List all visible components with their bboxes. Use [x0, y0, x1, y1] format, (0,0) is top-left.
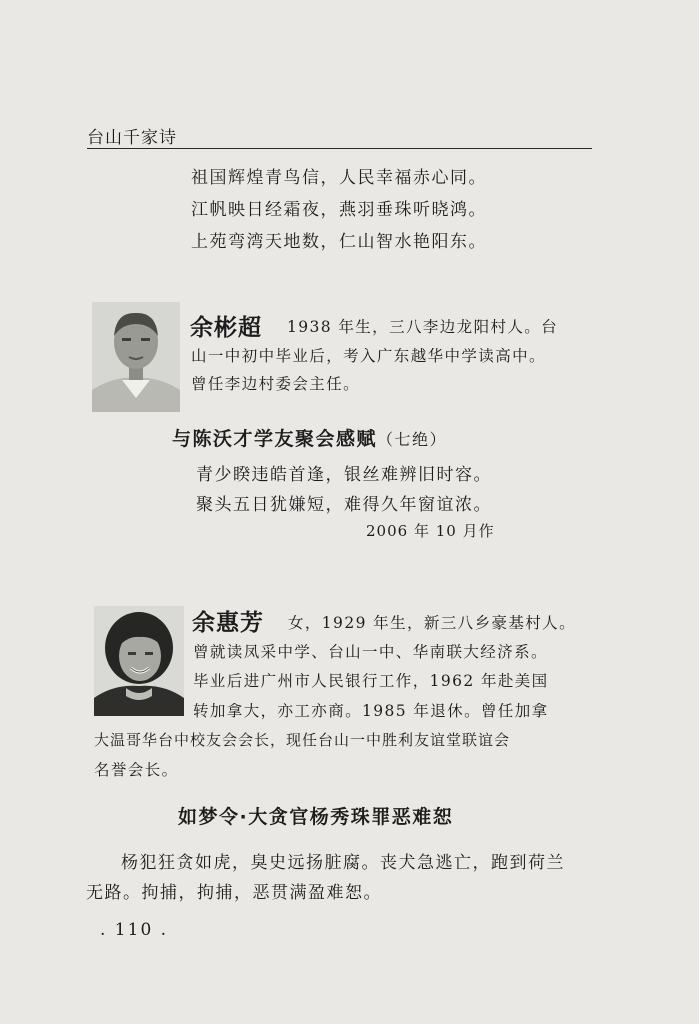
poem-line: 江帆映日经霜夜，燕羽垂珠听晓鸿。 — [191, 200, 487, 220]
author-bio-line: 女，1929 年生，新三八乡豪基村人。 — [288, 614, 576, 632]
poem-line: 无路。拘捕，拘捕，恶贯满盈难恕。 — [86, 883, 382, 903]
author-bio-line: 山一中初中毕业后，考入广东越华中学读高中。 — [191, 347, 546, 365]
author-bio-line: 1938 年生，三八李边龙阳村人。台 — [287, 318, 559, 336]
author-bio-line: 曾任李边村委会主任。 — [191, 375, 361, 393]
author-photo — [94, 606, 184, 716]
author-bio-line: 转加拿大，亦工亦商。1985 年退休。曾任加拿 — [193, 702, 549, 720]
poem-title-text: 与陈沃才学友聚会感赋 — [172, 428, 378, 450]
author-portrait-icon — [92, 302, 180, 412]
poem-line: 上苑弯湾天地数，仁山智水艳阳东。 — [191, 232, 487, 252]
poem-title: 如梦令·大贪官杨秀珠罪恶难恕 — [178, 806, 454, 828]
author-name: 余彬超 — [190, 315, 262, 341]
poem-line: 聚头五日犹嫌短，难得久年窗谊浓。 — [196, 495, 492, 515]
poem-line: 青少睽违皓首逢，银丝难辨旧时容。 — [196, 465, 492, 485]
poem-form: （七绝） — [377, 430, 448, 449]
author-portrait-icon — [94, 606, 184, 716]
poem-title — [172, 424, 447, 451]
author-bio-line: 曾就读凤采中学、台山一中、华南联大经济系。 — [193, 643, 548, 661]
running-header: 台山千家诗 — [87, 128, 177, 148]
poem-line: 祖国辉煌青鸟信，人民幸福赤心同。 — [191, 168, 487, 188]
poem-date: 2006 年 10 月作 — [366, 522, 495, 540]
page-number: . 110 . — [100, 920, 169, 940]
poem-line: 杨犯狂贪如虎，臭史远扬脏腐。丧犬急逃亡，跑到荷兰 — [121, 853, 565, 873]
header-rule — [87, 148, 592, 149]
author-photo — [92, 302, 180, 412]
author-bio-line: 名誉会长。 — [94, 761, 179, 779]
author-bio-line: 大温哥华台中校友会会长，现任台山一中胜利友谊堂联谊会 — [94, 731, 511, 749]
author-name: 余惠芳 — [192, 610, 264, 636]
author-bio-line: 毕业后进广州市人民银行工作，1962 年赴美国 — [193, 672, 549, 690]
